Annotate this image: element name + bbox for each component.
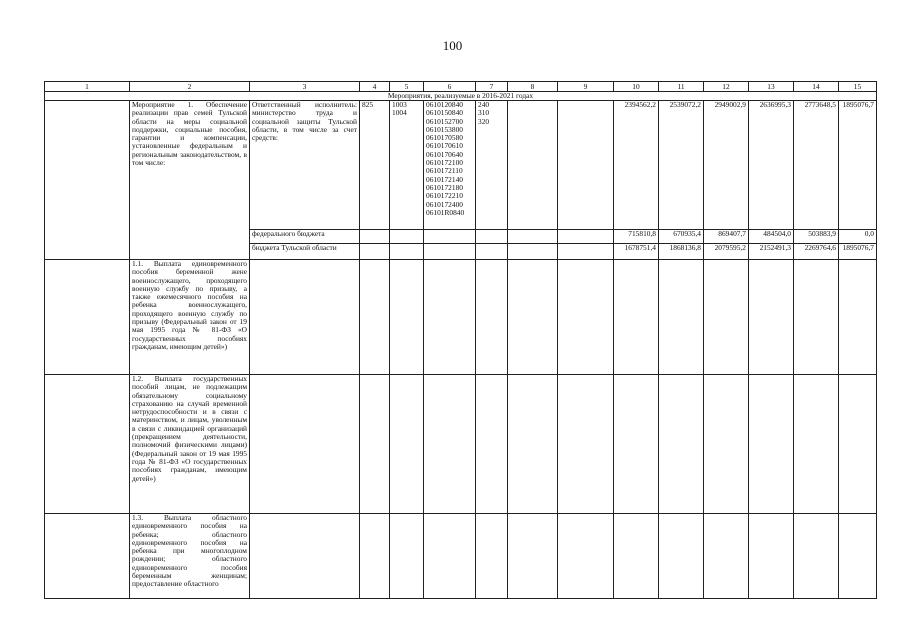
submeasure-row xyxy=(45,260,877,375)
empty-cell xyxy=(558,514,614,599)
measure-title: Мероприятие 1. Обеспечение реализации прав семей Тульской области на меры социальной поддержки, социальные пособия, гарантии и компенсации, установленные федеральным и региональным законодательством, в том числе: xyxy=(130,101,250,260)
submeasure-row xyxy=(45,375,877,514)
empty-cell xyxy=(558,375,614,514)
empty-cell xyxy=(390,244,424,260)
submeasure-text: 1.2. Выплата государственных пособий лицам, не подлежащим обязательному социальному страхованию на случай временной нетрудоспособности и в связи с материнством, и лицам, уволенным в связи с ликвидацией организаций (прекращением деятельности, полномочий физическими лицами) (Федеральный закон от 19 мая 1995 года № 81-ФЗ «О государственных пособиях гражданам, имеющим детей») xyxy=(130,375,250,514)
empty-cell xyxy=(614,260,659,375)
value-cell: 1895076,7 xyxy=(839,101,877,230)
empty-cell xyxy=(250,260,360,375)
empty-cell xyxy=(508,244,558,260)
empty-cell xyxy=(250,375,360,514)
measure-grbs: 825 xyxy=(360,101,390,230)
column-header: 3 xyxy=(250,82,360,92)
empty-cell xyxy=(424,244,476,260)
empty-cell xyxy=(659,375,704,514)
value-cell: 503883,9 xyxy=(794,230,839,244)
empty-cell xyxy=(390,514,424,599)
empty-cell xyxy=(360,230,390,244)
empty-cell xyxy=(476,260,508,375)
empty-cell xyxy=(558,230,614,244)
value-cell: 670935,4 xyxy=(659,230,704,244)
submeasure-row xyxy=(45,514,877,599)
empty-cell xyxy=(424,230,476,244)
empty-cell xyxy=(839,260,877,375)
column-header: 6 xyxy=(424,82,476,92)
column-header: 12 xyxy=(704,82,749,92)
empty-cell xyxy=(749,514,794,599)
empty-cell xyxy=(390,230,424,244)
empty-cell xyxy=(614,375,659,514)
program-table xyxy=(44,81,877,599)
empty-cell xyxy=(476,244,508,260)
column-header: 5 xyxy=(390,82,424,92)
empty-cell xyxy=(424,375,476,514)
column-header: 8 xyxy=(508,82,558,92)
empty-cell xyxy=(508,230,558,244)
empty-cell xyxy=(476,230,508,244)
empty-cell xyxy=(659,260,704,375)
empty-cell xyxy=(749,260,794,375)
funding-source-label: федерального бюджета xyxy=(250,230,360,244)
empty-cell xyxy=(508,260,558,375)
column-header: 4 xyxy=(360,82,390,92)
value-cell: 2269764,6 xyxy=(794,244,839,260)
empty-cell xyxy=(794,260,839,375)
empty-cell xyxy=(839,375,877,514)
value-cell: 1868136,8 xyxy=(659,244,704,260)
empty-cell xyxy=(558,101,614,230)
column-header: 7 xyxy=(476,82,508,92)
empty-cell xyxy=(749,375,794,514)
empty-cell xyxy=(360,375,390,514)
column-header: 1 xyxy=(45,82,130,92)
empty-cell xyxy=(424,514,476,599)
value-cell: 2773648,5 xyxy=(794,101,839,230)
column-header: 15 xyxy=(839,82,877,92)
value-cell: 2949002,9 xyxy=(704,101,749,230)
section-title-row xyxy=(45,92,877,101)
page-number: 100 xyxy=(442,38,463,53)
column-header: 2 xyxy=(130,82,250,92)
submeasure-text: 1.3. Выплата областного единовременного пособия на ребенка; областного единовременного пособия на ребенка при многоплодном рождении; областного единовременного пособия беременным женщинам; предоставление областного xyxy=(130,514,250,599)
empty-cell xyxy=(476,514,508,599)
column-header: 14 xyxy=(794,82,839,92)
value-cell: 1895076,7 xyxy=(839,244,877,260)
empty-cell xyxy=(45,514,130,599)
empty-cell xyxy=(794,375,839,514)
empty-cell xyxy=(360,244,390,260)
value-cell: 2152491,3 xyxy=(749,244,794,260)
section-title: Мероприятия, реализуемые в 2016-2021 годах xyxy=(45,92,877,101)
empty-cell xyxy=(508,375,558,514)
column-header: 9 xyxy=(558,82,614,92)
column-number-row xyxy=(45,82,877,92)
value-cell: 2636995,3 xyxy=(749,101,794,230)
empty-cell xyxy=(558,244,614,260)
empty-cell xyxy=(45,101,130,260)
empty-cell xyxy=(476,375,508,514)
empty-cell xyxy=(794,514,839,599)
empty-cell xyxy=(250,514,360,599)
value-cell: 484504,0 xyxy=(749,230,794,244)
column-header: 10 xyxy=(614,82,659,92)
empty-cell xyxy=(390,375,424,514)
value-cell: 715810,8 xyxy=(614,230,659,244)
empty-cell xyxy=(508,101,558,230)
measure-csr: 0610120840 0610150840 0610152700 0610153800 0610170580 0610170610 0610170640 0610172100 0610172110 0610172140 0610172180 0610172210 0610172400 06101R0840 xyxy=(424,101,476,230)
measure-vr: 240 310 320 xyxy=(476,101,508,230)
empty-cell xyxy=(45,375,130,514)
measure-executor: Ответственный исполнитель: министерство труда и социальной защиты Тульской области, в том числе за счет средств: xyxy=(250,101,360,230)
empty-cell xyxy=(508,514,558,599)
value-cell: 869407,7 xyxy=(704,230,749,244)
submeasure-text: 1.1. Выплата единовременного пособия беременной жене военнослужащего, проходящего военную службу по призыву, а также ежемесячного пособия на ребенка военнослужащего, проходящего военную службу по призыву (Федеральный закон от 19 мая 1995 года № 81-ФЗ «О государственных пособиях гражданам, имеющим детей») xyxy=(130,260,250,375)
empty-cell xyxy=(614,514,659,599)
empty-cell xyxy=(390,260,424,375)
empty-cell xyxy=(659,514,704,599)
empty-cell xyxy=(839,514,877,599)
funding-source-label: бюджета Тульской области xyxy=(250,244,360,260)
column-header: 11 xyxy=(659,82,704,92)
value-cell: 2079595,2 xyxy=(704,244,749,260)
value-cell: 2394562,2 xyxy=(614,101,659,230)
value-cell: 2539072,2 xyxy=(659,101,704,230)
empty-cell xyxy=(558,260,614,375)
empty-cell xyxy=(704,260,749,375)
empty-cell xyxy=(424,260,476,375)
empty-cell xyxy=(360,514,390,599)
empty-cell xyxy=(704,514,749,599)
measure-rzpr: 1003 1004 xyxy=(390,101,424,230)
empty-cell xyxy=(704,375,749,514)
empty-cell xyxy=(360,260,390,375)
value-cell: 1678751,4 xyxy=(614,244,659,260)
empty-cell xyxy=(45,260,130,375)
measure-row xyxy=(45,101,877,230)
column-header: 13 xyxy=(749,82,794,92)
value-cell: 0,0 xyxy=(839,230,877,244)
